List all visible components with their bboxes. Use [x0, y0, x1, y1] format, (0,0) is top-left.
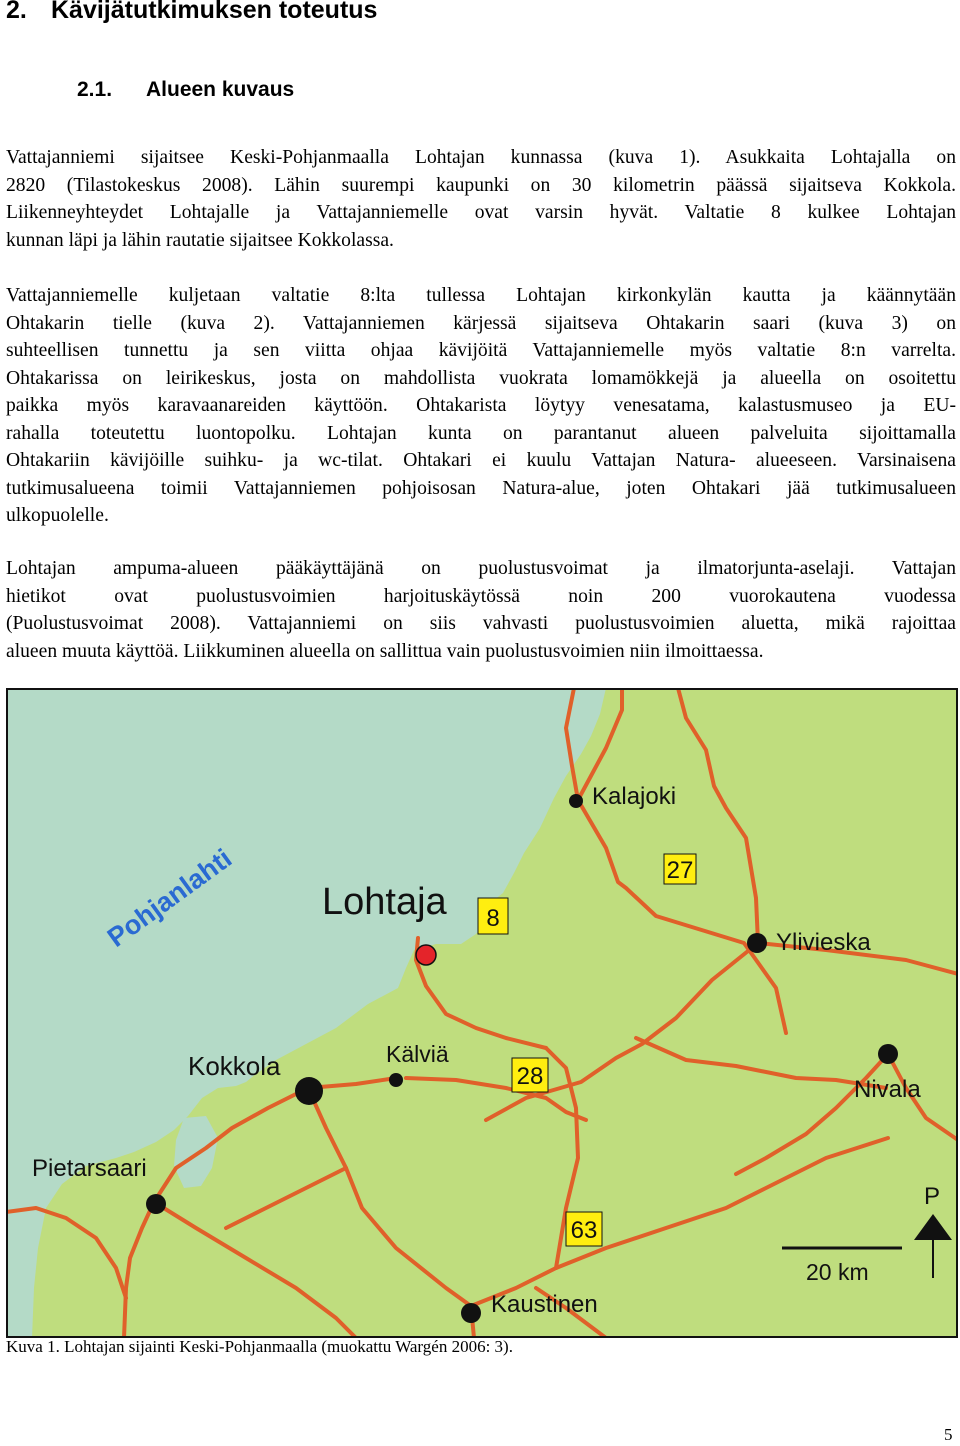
text-line: Ohtakariin kävijöille suihku- ja wc-tilat. Ohtakari ei kuulu Vattajan Natura- alueeseen. Varsinaisena	[6, 450, 956, 471]
place-label-ylivieska: Ylivieska	[776, 929, 871, 956]
lohtaja-marker	[416, 945, 436, 965]
text-line: suhteellisen tunnettu ja sen viitta ohjaa kävijöitä Vattajanniemelle myös valtatie 8:n varrelta.	[6, 340, 956, 361]
text-line: ulkopuolelle.	[6, 505, 109, 526]
text-line: 2820 (Tilastokeskus 2008). Lähin suurempi kaupunki on 30 kilometrin päässä sijaitseva Kokkola.	[6, 174, 956, 196]
text-line: rahalla toteutettu luontopolku. Lohtajan kunta on parantanut alueen palveluita sijoittamalla	[6, 422, 956, 444]
paragraph-1	[6, 144, 956, 254]
place-label-pietarsaari: Pietarsaari	[32, 1155, 147, 1182]
text-line: kunnan läpi ja lähin rautatie sijaitsee Kokkolassa.	[6, 229, 394, 251]
text-line: hietikot ovat puolustusvoimien harjoituskäytössä noin 200 vuorokautena vuodessa	[6, 585, 956, 607]
section-heading	[77, 78, 294, 102]
text-line: tutkimusalueena toimii Vattajanniemen pohjoisosan Natura-alue, joten Ohtakari jää tutkimusalueen	[6, 477, 956, 499]
kokkola-marker	[295, 1077, 323, 1105]
scale-label: 20 km	[806, 1259, 869, 1285]
kalvia-marker	[389, 1073, 403, 1087]
road-number-63: 63	[570, 1217, 598, 1244]
road-sign-28	[512, 1058, 548, 1092]
text-line: Lohtajan ampuma-alueen pääkäyttäjänä on puolustusvoimat ja ilmatorjunta-aselaji. Vattajan	[6, 558, 956, 579]
text-line: Ohtakarin tielle (kuva 2). Vattajanniemen kärjessä sijaitseva Ohtakarin saari (kuva 3) on	[6, 312, 956, 334]
figure-caption: Kuva 1. Lohtajan sijainti Keski-Pohjanmaalla (muokattu Wargén 2006: 3).	[6, 1337, 513, 1356]
place-label-kalvia: Kälviä	[386, 1041, 449, 1067]
text-line: paikka myös karavaanareiden käyttöön. Ohtakarista löytyy venesatama, kalastusmuseo ja EU-	[6, 395, 956, 416]
location-map	[6, 688, 958, 1338]
chapter-heading	[6, 0, 377, 25]
road-number-28: 28	[516, 1063, 544, 1090]
nivala-marker	[878, 1044, 898, 1064]
text-line: Ohtakarissa on leirikeskus, josta on mahdollista vuokrata lomamökkejä ja alueella on osoitettu	[6, 367, 956, 389]
chapter-number: 2.	[6, 0, 27, 24]
text-line: (Puolustusvoimat 2008). Vattajanniemi on siis vahvasti puolustusvoimien aluetta, mikä rajoittaa	[6, 613, 956, 634]
page-number: 5	[944, 1425, 953, 1444]
place-label-kaustinen: Kaustinen	[491, 1291, 598, 1318]
text-line: alueen muuta käyttöä. Liikkuminen alueella on sallittua vain puolustusvoimien niin ilmoittaessa.	[6, 640, 764, 662]
place-label-kalajoki: Kalajoki	[592, 783, 677, 810]
chapter-title: Kävijätutkimuksen toteutus	[51, 0, 378, 24]
kaustinen-marker	[461, 1303, 481, 1323]
pietarsaari-marker	[146, 1194, 166, 1214]
kalajoki-marker	[569, 794, 583, 808]
text-line: Vattajanniemelle kuljetaan valtatie 8:lta tullessa Lohtajan kirkonkylän kautta ja käännytään	[6, 285, 956, 306]
north-label: P	[924, 1183, 941, 1210]
text-line: Vattajanniemi sijaitsee Keski-Pohjanmaalla Lohtajan kunnassa (kuva 1). Asukkaita Lohtajalla on	[6, 147, 956, 168]
section-number: 2.1.	[77, 78, 113, 101]
paragraph-2	[6, 282, 956, 530]
road-sign-8	[478, 898, 508, 934]
sea-label: Pohjanlahti	[101, 843, 238, 953]
place-label-kokkola: Kokkola	[188, 1051, 281, 1081]
section-title: Alueen kuvaus	[146, 78, 295, 101]
road-sign-63	[566, 1212, 602, 1246]
road-sign-27	[664, 854, 696, 884]
text-line: Liikenneyhteydet Lohtajalle ja Vattajanniemelle ovat varsin hyvät. Valtatie 8 kulkee Lohtajan	[6, 202, 956, 223]
road-number-8: 8	[486, 905, 500, 932]
place-label-lohtaja: Lohtaja	[322, 881, 447, 923]
road-number-27: 27	[666, 857, 694, 884]
ylivieska-marker	[747, 933, 767, 953]
paragraph-3	[6, 555, 956, 665]
place-label-nivala: Nivala	[854, 1076, 921, 1103]
